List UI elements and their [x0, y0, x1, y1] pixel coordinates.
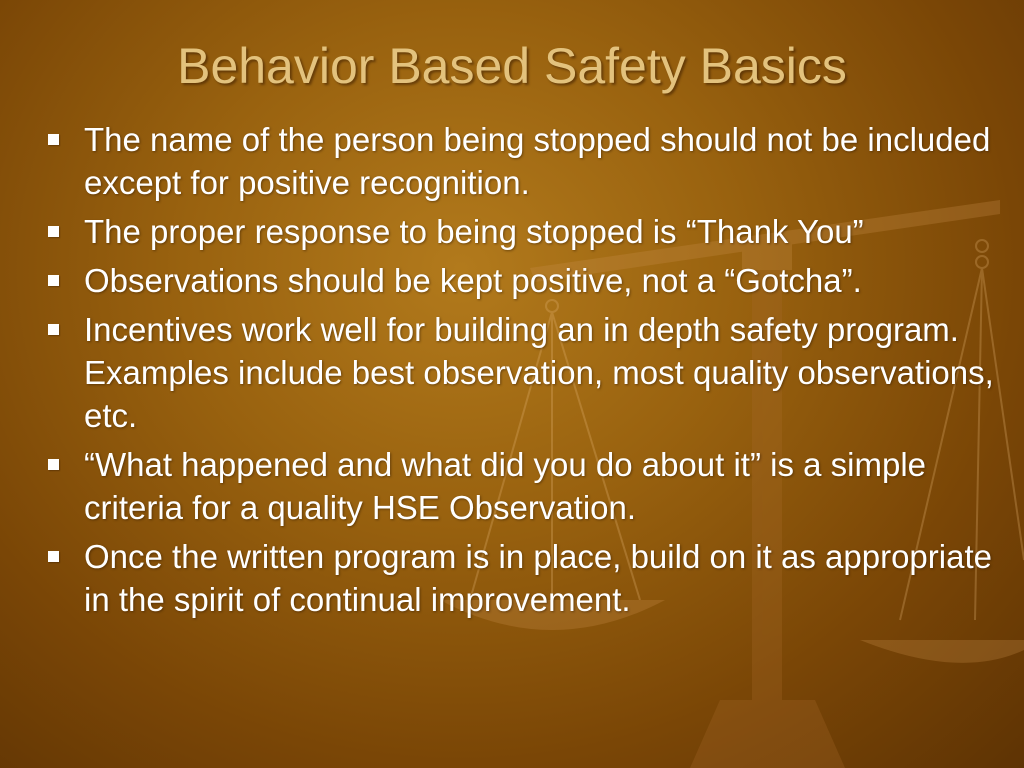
bullet-item: [46, 210, 996, 253]
square-bullet-icon: [48, 275, 59, 286]
square-bullet-icon: [48, 459, 59, 470]
bullet-text: Incentives work well for building an in depth safety program. Examples include best observation, most quality observations, etc.: [84, 311, 994, 434]
bullet-item: [46, 118, 996, 204]
bullet-text: “What happened and what did you do about it” is a simple criteria for a quality HSE Observation.: [84, 446, 927, 526]
bullet-text: The name of the person being stopped should not be included except for positive recognition.: [84, 121, 991, 201]
square-bullet-icon: [48, 134, 59, 145]
bullet-item: [46, 308, 996, 437]
bullet-item: [46, 535, 996, 621]
bullet-list: [46, 118, 996, 627]
slide-title: Behavior Based Safety Basics: [177, 38, 847, 94]
bullet-item: [46, 443, 996, 529]
square-bullet-icon: [48, 324, 59, 335]
bullet-text: Observations should be kept positive, not a “Gotcha”.: [84, 262, 862, 299]
bullet-text: The proper response to being stopped is “Thank You”: [84, 213, 864, 250]
square-bullet-icon: [48, 551, 59, 562]
bullet-text: Once the written program is in place, build on it as appropriate in the spirit of continual improvement.: [84, 538, 992, 618]
bullet-item: [46, 259, 996, 302]
square-bullet-icon: [48, 226, 59, 237]
